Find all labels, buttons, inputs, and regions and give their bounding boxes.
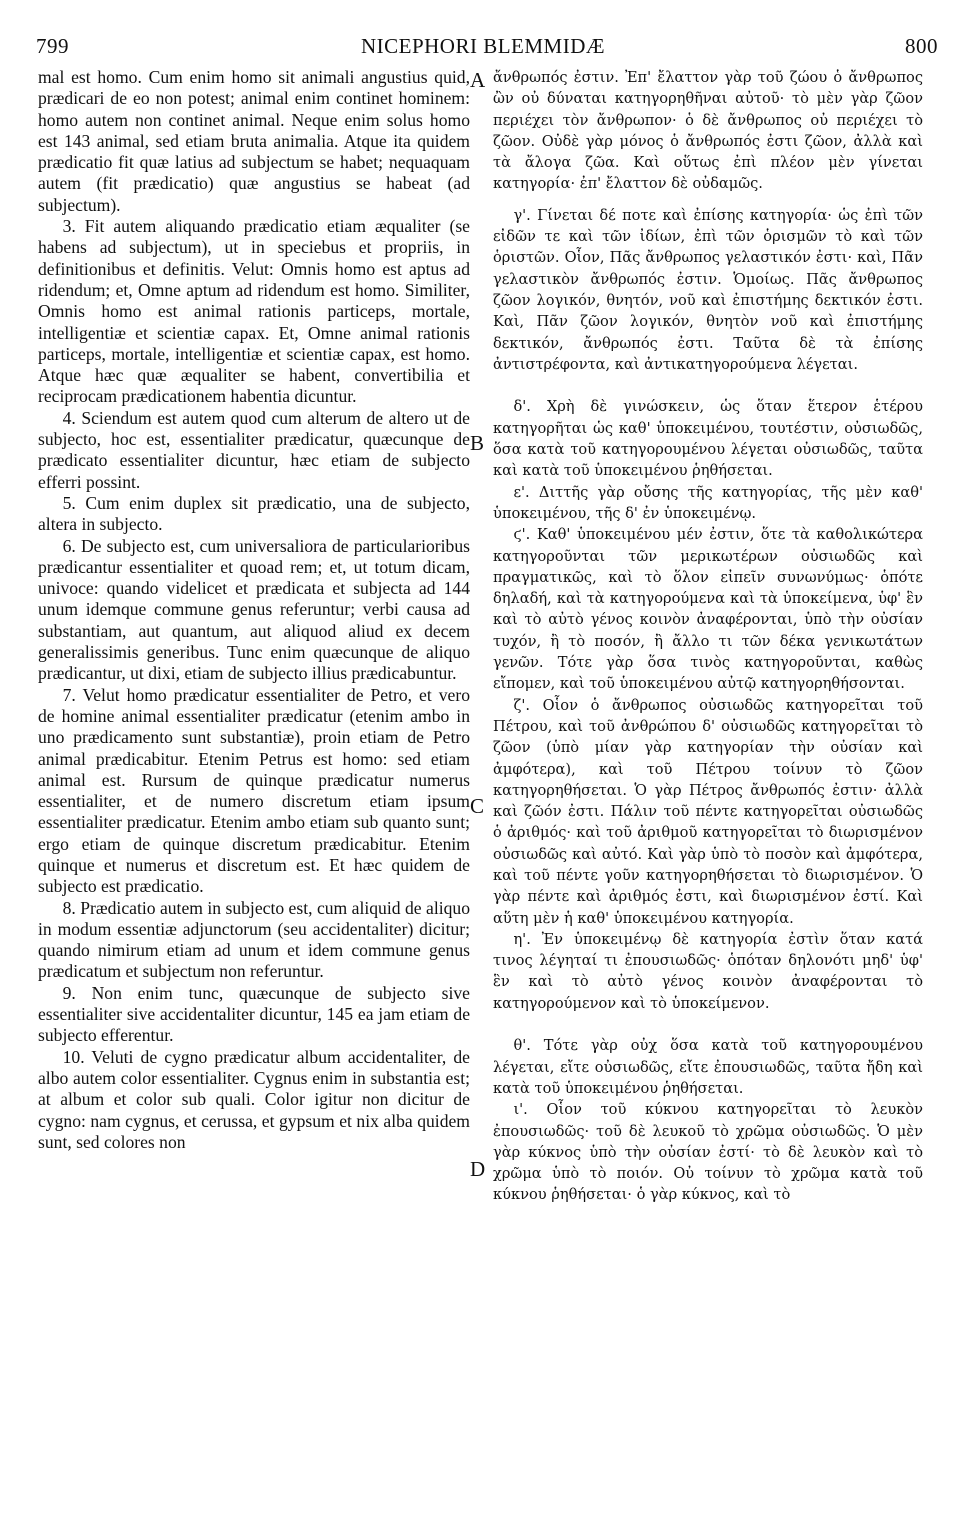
margin-letter-d: D: [470, 1157, 486, 1181]
latin-paragraph: 8. Prædicatio autem in subjecto est, cum aliquid de aliquo in modum essentiæ adjunctorum (seu accidentaliter) dicitur; quando nimirum etiam ad unum et idem commune genus prædicatum et subjectum non referuntur.: [38, 897, 470, 982]
greek-paragraph: ἄνθρωπός ἐστιν. Ἐπ' ἔλαττον γὰρ τοῦ ζώου ὁ ἄνθρωπος ὢν οὐ δύναται κατηγορηθῆναι αὐτοῦ· τὸ μὲν γὰρ ζῶον περιέχει τὸν ἄνθρωπον· ὁ δὲ ἄνθρωπος οὐ περιέχει τὸ ζῶον. Οὐδὲ γὰρ μόνος ὁ ἄνθρωπός ἐστι ζῶον, ἀλλὰ καὶ τὰ ἄλογα ζῶα. Καὶ οὕτως ἐπὶ πλέον μὲν γίνεται κατηγορία· ἐπ' ἔλαττον δὲ οὐδαμῶς.: [493, 69, 923, 193]
paragraph-spacer: [493, 195, 923, 205]
paragraph-spacer: [493, 375, 923, 396]
greek-paragraph: ζ'. Οἷον ὁ ἄνθρωπος οὐσιωδῶς κατηγορεῖται τοῦ Πέτρου, καὶ τοῦ ἀνθρώπου δ' οὐσιωδῶς κατηγορεῖται τὸ ζῶον (ὑπὸ μίαν γὰρ κατηγορίαν τὴν οὐσίαν καὶ ἀμφότερα), καὶ τοῦ Πέτρου τοίνυν τὸ ζῶον κατηγορηθήσεται. Ὁ γὰρ Πέτρος ἄνθρωπός ἐστιν· ἀλλὰ καὶ ζῶόν ἐστι. Πάλιν τοῦ πέντε κατηγορεῖται οὐσιωδῶς ὁ ἀριθμός· καὶ τοῦ ἀριθμοῦ κατηγορεῖται τὸ διωρισμένον οὐσιωδῶς καὶ αὐτό. Καὶ γὰρ ὑπὸ τὸ ποσὸν καὶ ἀμφότερα, καὶ τοῦ πέντε γοῦν κατηγορηθήσεται τὸ διωρισμένον. Ὁ γὰρ πέντε καὶ ἀριθμός ἐστι, καὶ διωρισμένον ἐστί. Καὶ αὕτη μὲν ἡ καθ' ὑποκειμένου κατηγορία.: [493, 696, 923, 927]
greek-paragraph: ε'. Διττῆς γὰρ οὔσης τῆς κατηγορίας, τῆς μὲν καθ' ὑποκειμένου, τῆς δ' ἐν ὑποκειμένῳ.: [493, 483, 923, 522]
page-number-left: 799: [36, 34, 69, 58]
latin-paragraph: 5. Cum enim duplex sit prædicatio, una de subjecto, altera in subjecto.: [38, 492, 470, 535]
greek-paragraph: η'. Ἐν ὑποκειμένῳ δὲ κατηγορία ἐστὶν ὅταν κατά τινος λέγηταί τι ἐπουσιωδῶς· ὁπόταν δηλονότι μηδ' ὑφ' ἓν καὶ τὸ αὐτὸ γένος κοινὸν ἀναφέρονται τὸ κατηγορούμενον καὶ τὸ ὑποκείμενον.: [493, 930, 923, 1012]
latin-paragraph: 10. Veluti de cygno prædicatur album accidentaliter, de albo autem color essentialiter. Cygnus enim in substantia est; at album et color sub quali. Color igitur non dicitur de cygno: nam cygnus, et cerussa, et gypsum et nix alba quidem sunt, sed colores non: [38, 1046, 470, 1152]
margin-letter-c: C: [470, 794, 485, 818]
margin-letter-a: A: [470, 68, 486, 92]
latin-paragraph: 9. Non enim tunc, quæcunque de subjecto sive essentialiter sive accidentaliter dicuntur, 145 ea jam etiam de subjecto efferentur.: [38, 982, 470, 1046]
latin-paragraph: 6. De subjecto est, cum universaliora de particularioribus prædicantur essentialiter et quoad rem; et, ut totum dicam, univoce: quando videlicet et prædicata et subjecta ad 144 unum idemque commune genus referuntur; verbi causa ad substantiam, aut quantum, aut aliquod aliud ex decem generalissimis generibus. Tunc enim quæcunque de aliquo prædicantur, ut dixi, etiam de subjecto illius prædicabuntur.: [38, 535, 470, 684]
page-number-right: 800: [905, 34, 938, 58]
greek-paragraph: γ'. Γίνεται δέ ποτε καὶ ἐπίσης κατηγορία· ὡς ἐπὶ τῶν εἰδῶν τε καὶ τῶν ἰδίων, ἐπὶ τῶν ὁρισμῶν τὸ καὶ τῶν ὁριστῶν. Οἷον, Πᾶς ἄνθρωπος γελαστικόν ἐστι· καὶ, Πᾶν γελαστικὸν ἄνθρωπός ἐστιν. Ὁμοίως. Πᾶς ἄνθρωπος ζῶον λογικόν, θνητόν, νοῦ καὶ ἐπιστήμης δεκτικόν ἐστι. Καὶ, Πᾶν ζῶον λογικόν, θνητὸν νοῦ καὶ ἐπιστήμης δεκτικόν, ἄνθρωπός ἐστι. Ταῦτα δὲ τὰ ἐπίσης ἀντιστρέφοντα, καὶ ἀντικατηγορούμενα λέγεται.: [493, 206, 923, 373]
greek-paragraph: ϛ'. Καθ' ὑποκειμένου μέν ἐστιν, ὅτε τὰ καθολικώτερα κατηγοροῦνται τῶν μερικωτέρων οὐσιωδῶς καὶ πραγματικῶς, καὶ τὸ ὅλον εἰπεῖν συνωνύμως· ὁπότε δηλαδή, καὶ τὰ κατηγορούμενα καὶ τὰ ὑποκείμενα, ὑφ' ἓν καὶ τὸ αὐτὸ γένος κοινὸν ἀναφέρονται, ὑπὸ τὴν οὐσίαν τυχόν, ἢ τὸ ποσόν, ἢ ἄλλο τι τῶν δέκα γενικωτάτων γενῶν. Τότε γὰρ ὅσα τινὸς κατηγοροῦνται, καθὼς εἴπομεν, καὶ τοῦ ὑποκειμένου αὐτῷ κατηγορηθήσονται.: [493, 526, 923, 693]
latin-paragraph: mal est homo. Cum enim homo sit animali angustius quid, prædicari de eo non potest; animal enim continet hominem: homo autem non continet animal. Neque enim solus homo est 143 animal, sed etiam bruta animalia. Atque ita quidem prædicatio fit quæ latius ad subjectum se habet; nequaquam autem (fit prædicatio) quæ angustius se habeat (ad subjectum).: [38, 67, 470, 215]
running-title: NICEPHORI BLEMMIDÆ: [360, 34, 606, 58]
latin-column: [38, 67, 470, 1510]
latin-paragraph: 3. Fit autem aliquando prædicatio etiam æqualiter (se habens ad subjectum), ut in speciebus et propriis, in definitionibus et definitis. Velut: Omnis homo est aptus ad ridendum; et, Omne aptum ad ridendum est homo. Similiter, Omnis homo est animal rationis particeps, mortale, intelligentiæ et scientiæ capax. Et, Omne animal rationis particeps, mortale, intelligentiæ et scientiæ capax, est homo. Atque hæc quæ æqualiter se habent, convertibilia et reciprocam prædicationem habentia dicuntur.: [38, 216, 470, 407]
latin-paragraph: 4. Sciendum est autem quod cum alterum de altero ut de subjecto, hoc est, essentialiter prædicatur, quæcunque de prædicato essentialiter dicuntur, hæc etiam de subjecto efferri possint.: [38, 407, 470, 492]
margin-letter-b: B: [470, 431, 485, 455]
greek-column: [493, 67, 923, 1510]
latin-paragraph: 7. Velut homo prædicatur essentialiter de Petro, et vero de homine animal essentialiter prædicatur (etenim ambo in uno prædicamento sunt substantiæ), proin etiam de Petro animal prædicabitur. Etenim Petrus est homo: sed etiam animal est. Rursum de quinque prædicatur numerus essentialiter, et de numero discretum etiam ipsum essentialiter prædicatur. Etenim ambo etiam sub quanto sunt; ergo etiam de quinque discretum prædicabitur. Etenim quinque et numerus et discretum est. Et hæc quidem de subjecto est prædicatio.: [38, 684, 470, 897]
greek-paragraph: ι'. Οἷον τοῦ κύκνου κατηγορεῖται τὸ λευκὸν ἐπουσιωδῶς· τοῦ δὲ λευκοῦ τὸ χρῶμα οὐσιωδῶς. Ὁ μὲν γὰρ κύκνος ὑπὸ τὴν οὐσίαν ἐστί· τὸ δὲ λευκὸν καὶ τὸ χρῶμα ὑπὸ τὸ ποιόν. Οὐ τοίνυν τὸ χρῶμα κατὰ τοῦ κύκνου ῥηθήσεται· ὁ γὰρ κύκνος, καὶ τὸ: [493, 1101, 923, 1204]
paragraph-spacer: [493, 1014, 923, 1035]
page-header: [28, 34, 938, 60]
greek-paragraph: θ'. Τότε γὰρ οὐχ ὅσα κατὰ τοῦ κατηγορουμένου λέγεται, εἴτε οὐσιωδῶς, εἴτε ἐπουσιωδῶς, ταῦτα ἤδη καὶ κατὰ τοῦ ὑποκειμένου ῥηθήσεται.: [493, 1037, 923, 1097]
greek-paragraph: δ'. Χρὴ δὲ γινώσκειν, ὡς ὅταν ἕτερον ἑτέρου κατηγορῆται ὡς καθ' ὑποκειμένου, τουτέστιν, οὐσιωδῶς, ὅσα κατὰ τοῦ κατηγορουμένου λέγεται οὐσιωδῶς, ταῦτα καὶ κατὰ τοῦ ὑποκειμένου ῥηθήσεται.: [493, 398, 923, 480]
